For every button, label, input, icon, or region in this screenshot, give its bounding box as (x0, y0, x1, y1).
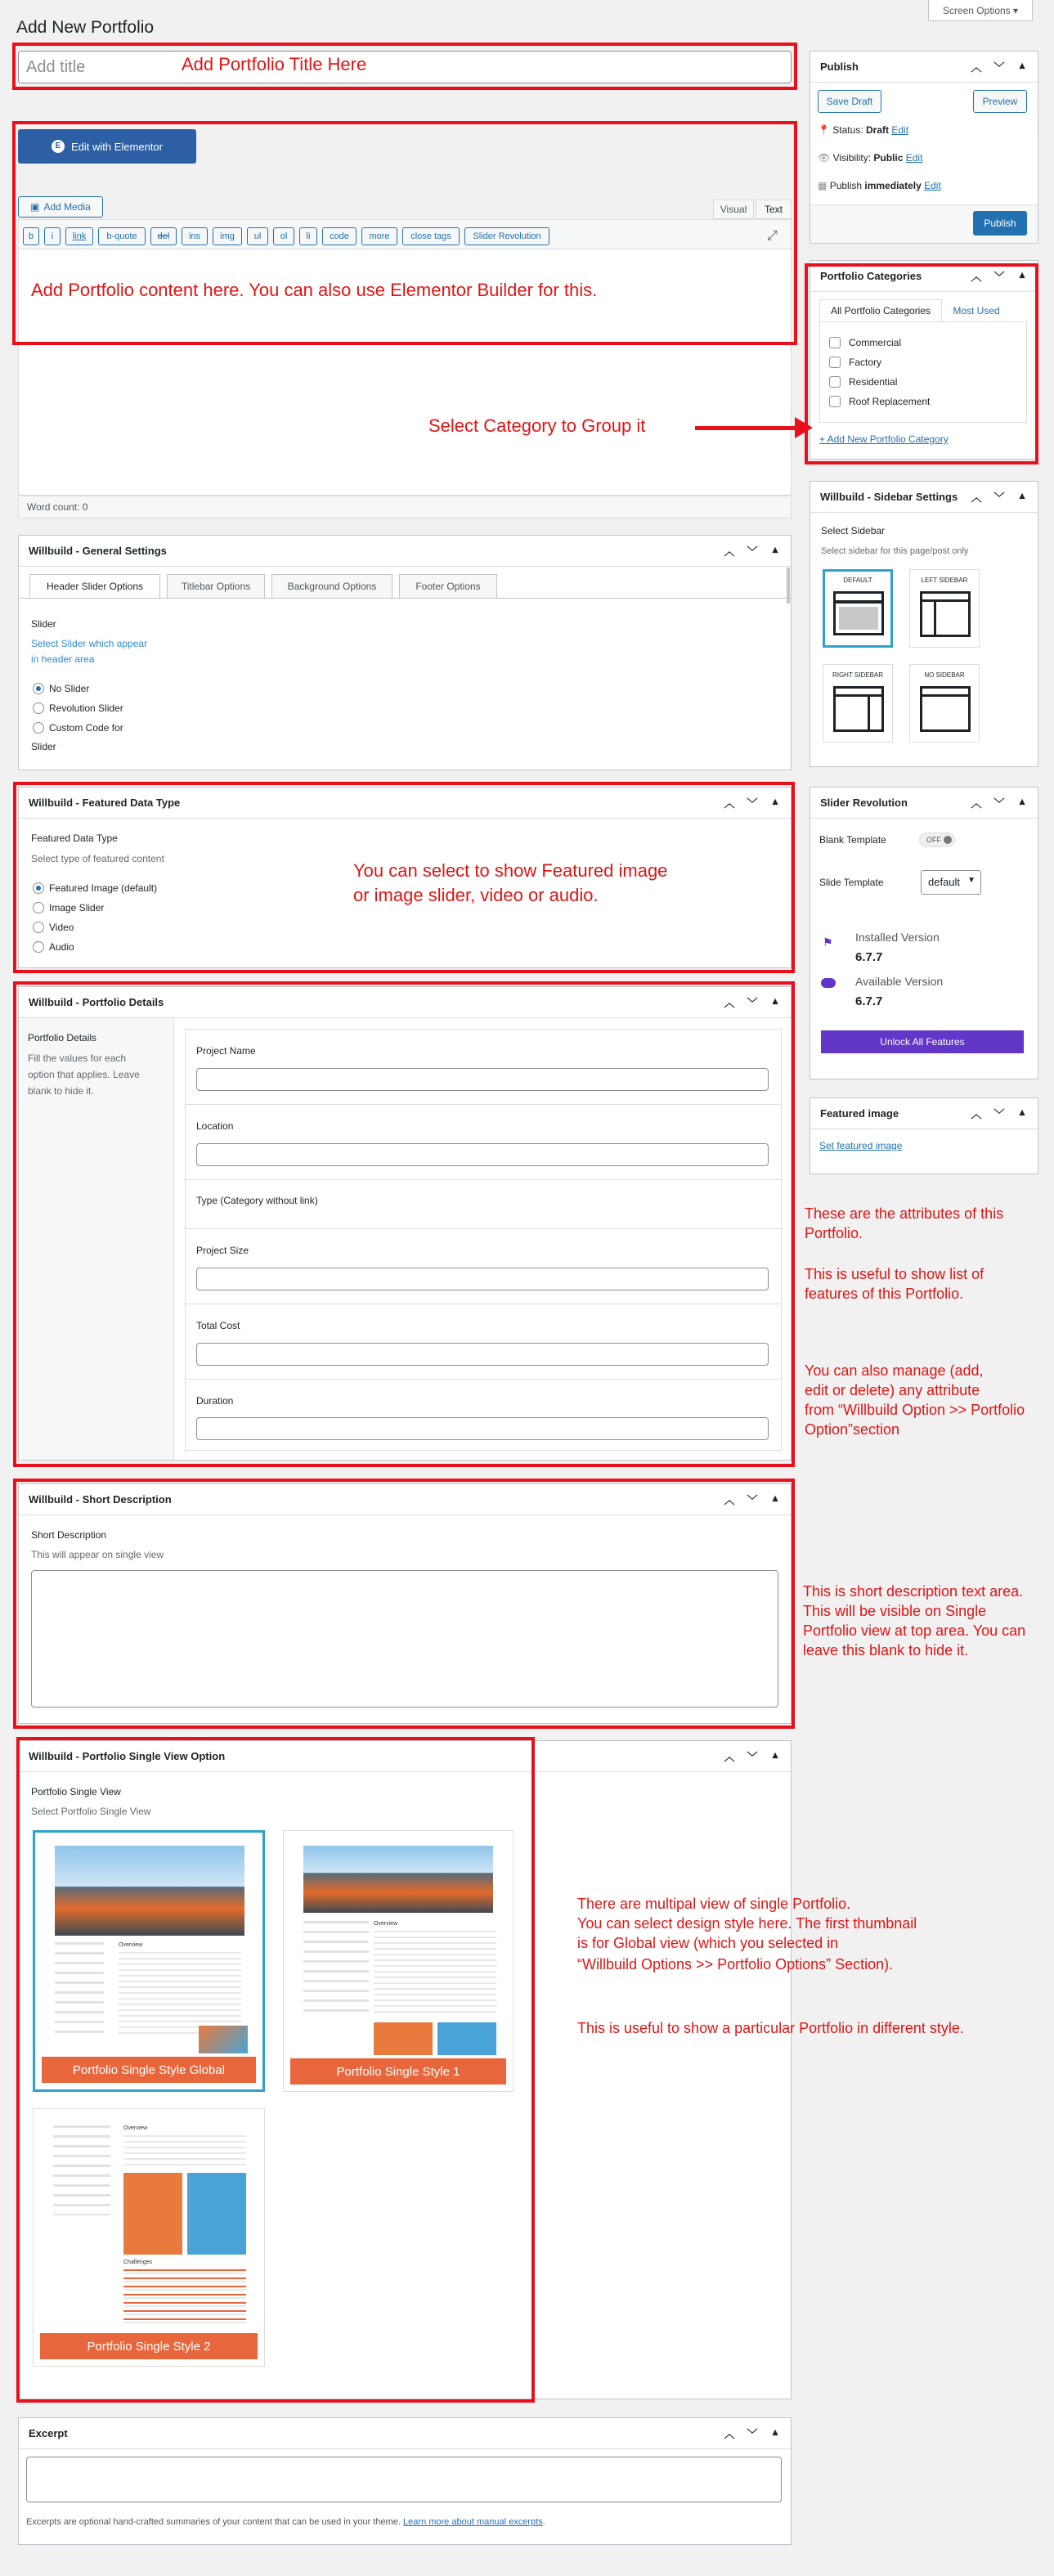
thumb-challenges: Challenges (123, 2260, 153, 2265)
details-side-label: Portfolio Details (28, 1032, 97, 1043)
box-controls[interactable]: ︿ ﹀ ▴ (971, 795, 1025, 810)
set-featured-image-link[interactable]: Set featured image (819, 1140, 903, 1151)
sidebar-option-default[interactable] (823, 569, 893, 648)
sidebar-settings-title: Willbuild - Sidebar Settings (820, 491, 958, 503)
cat-label-factory: Factory (849, 357, 882, 368)
annotation-attr-6: edit or delete) any attribute (805, 1382, 980, 1398)
slider-desc-2: in header area (31, 653, 95, 665)
visibility-row (818, 152, 922, 164)
sidebar-option-none[interactable] (909, 664, 980, 743)
categories-tab-all[interactable]: All Portfolio Categories (819, 299, 942, 322)
publish-time-label: Publish (829, 180, 863, 191)
screen-options-button[interactable]: Screen Options ▾ (928, 0, 1033, 21)
featured-data-title: Willbuild - Featured Data Type (29, 797, 181, 809)
visibility-value: Public (873, 152, 904, 164)
scroll-edge (787, 568, 790, 604)
elementor-button-label: Edit with Elementor (71, 140, 163, 153)
publish-time-edit-link[interactable]: Edit (924, 180, 941, 191)
field-duration-label: Duration (196, 1395, 234, 1407)
slide-template-value: default (928, 876, 961, 888)
title-placeholder: Add title (26, 58, 86, 76)
details-side-desc-3: blank to hide it. (28, 1085, 94, 1097)
short-highlight (13, 1479, 795, 1729)
short-description-label: Short Description (31, 1529, 107, 1541)
radio-revolution-slider[interactable] (33, 702, 44, 714)
installed-value: 6.7.7 (855, 950, 883, 964)
visibility-edit-link[interactable]: Edit (905, 152, 923, 164)
qt-slider-revolution[interactable]: Slider Revolution (464, 227, 549, 245)
annotation-featured-2: or image slider, video or audio. (353, 885, 599, 905)
short-description-desc: This will appear on single view (31, 1549, 164, 1560)
excerpt-help-link[interactable]: Learn more about manual excerpts (403, 2517, 543, 2527)
unlock-features-button[interactable]: Unlock All Features (821, 1030, 1024, 1053)
single-view-desc: Select Portfolio Single View (31, 1806, 151, 1817)
qt-code[interactable]: code (322, 227, 357, 245)
sidebar-option-default-label: DEFAULT (843, 577, 872, 584)
box-controls[interactable]: ︿ ﹀ ▴ (724, 795, 778, 810)
annotation-attr-2: Portfolio. (805, 1225, 863, 1241)
annotation-single-3: is for Global view (which you selected in (577, 1935, 839, 1951)
radio-featured-image-label: Featured Image (default) (49, 882, 158, 894)
add-category-link[interactable]: + Add New Portfolio Category (819, 433, 949, 445)
field-type-label: Type (Category without link) (196, 1195, 318, 1206)
single-view-title: Willbuild - Portfolio Single View Option (29, 1750, 226, 1762)
annotation-single-2: You can select design style here. The first thumbnail (577, 1915, 917, 1932)
field-project-size-label: Project Size (196, 1245, 249, 1256)
qt-b[interactable]: b (23, 227, 39, 245)
annotation-attr-5: You can also manage (add, (805, 1362, 984, 1379)
categories-highlight (805, 263, 1038, 464)
excerpt-help: Excerpts are optional hand-crafted summaries of your content that can be used in your theme. Learn more about manual excerpts. (26, 2517, 545, 2527)
qt-i[interactable]: i (44, 227, 61, 245)
layout-default-icon (833, 591, 884, 635)
annotation-single-4: “Willbuild Options >> Portfolio Options” Section). (577, 1956, 894, 1972)
visibility-label: Visibility: (832, 152, 872, 164)
details-side-desc-2: option that applies. Leave (28, 1069, 140, 1080)
box-controls[interactable]: ︿ ﹀ ▴ (724, 1492, 778, 1506)
style-1-label: Portfolio Single Style 1 (290, 2058, 506, 2085)
featured-image-title: Featured image (820, 1107, 899, 1120)
annotation-single-5: This is useful to show a particular Portfolio in different style. (577, 2020, 964, 2036)
annotation-short-1: This is short description text area. (803, 1583, 1024, 1600)
status-value: Draft (866, 124, 890, 136)
box-controls[interactable]: ︿ ﹀ ▴ (724, 2426, 778, 2440)
tab-header-slider[interactable]: Header Slider Options (29, 574, 160, 599)
annotation-attr-4: features of this Portfolio. (805, 1286, 964, 1302)
sidebar-option-none-label: NO SIDEBAR (924, 671, 965, 679)
installed-label: Installed Version (855, 931, 940, 944)
slider-desc-1: Select Slider which appear (31, 638, 148, 649)
tab-titlebar[interactable]: Titlebar Options (167, 574, 265, 599)
sidebar-desc: Select sidebar for this page/post only (821, 546, 969, 556)
excerpt-help-text: Excerpts are optional hand-crafted summaries of your content that can be used in your theme. (26, 2517, 401, 2527)
radio-custom-code[interactable] (33, 722, 44, 734)
annotation-arrow-head (795, 417, 813, 438)
radio-video-label: Video (49, 922, 74, 933)
single-highlight (16, 1737, 535, 2403)
annotation-short-2: This will be visible on Single (803, 1603, 987, 1619)
qt-ol[interactable]: ol (273, 227, 294, 245)
sidebar-option-right[interactable] (823, 664, 893, 743)
blank-template-toggle-label: OFF (926, 836, 941, 844)
details-highlight (13, 981, 795, 1467)
annotation-attr-8: Option”section (805, 1421, 900, 1438)
general-settings-title: Willbuild - General Settings (29, 545, 167, 557)
add-media-label: Add Media (43, 201, 91, 213)
field-total-cost-label: Total Cost (196, 1320, 240, 1331)
tab-visual[interactable]: Visual (713, 200, 754, 219)
qt-li[interactable]: li (299, 227, 317, 245)
layout-none-icon (920, 686, 971, 732)
qt-ins[interactable]: ins (182, 227, 208, 245)
eye-icon: 👁 (818, 152, 831, 164)
categories-tab-most[interactable]: Most Used (953, 305, 1000, 316)
radio-audio-label: Audio (49, 941, 74, 953)
save-draft-button[interactable]: Save Draft (818, 90, 881, 113)
sidebar-option-right-label: RIGHT SIDEBAR (832, 671, 884, 679)
tab-text[interactable]: Text (756, 200, 792, 219)
publish-button[interactable]: Publish (973, 211, 1027, 236)
radio-revolution-slider-label: Revolution Slider (49, 702, 123, 714)
qt-close-tags[interactable]: close tags (402, 227, 460, 245)
blank-template-toggle[interactable] (919, 832, 955, 847)
annotation-short-3: Portfolio view at top area. You can (803, 1622, 1026, 1639)
status-label: Status: (832, 124, 863, 136)
annotation-arrow-line (695, 426, 801, 430)
qt-more[interactable]: more (361, 227, 397, 245)
status-edit-link[interactable]: Edit (891, 124, 909, 136)
radio-custom-code-label: Custom Code for (49, 722, 123, 734)
qt-bquote[interactable]: b-quote (98, 227, 146, 245)
cloud-icon (821, 978, 836, 988)
available-value: 6.7.7 (855, 994, 883, 1008)
annotation-category: Select Category to Group it (428, 415, 646, 436)
blank-template-label: Blank Template (819, 834, 886, 846)
box-controls[interactable]: ︿ ﹀ ▴ (971, 268, 1025, 283)
box-controls[interactable]: ︿ ﹀ ▴ (724, 1748, 778, 1763)
excerpt-title: Excerpt (29, 2427, 68, 2439)
radio-custom-code-label-cont: Slider (31, 741, 56, 752)
sidebar-option-left[interactable] (909, 569, 980, 648)
publish-time-value: immediately (864, 180, 922, 191)
single-view-label: Portfolio Single View (31, 1786, 121, 1797)
flag-icon: ⚑ (823, 936, 833, 949)
tab-background[interactable]: Background Options (271, 574, 392, 599)
tab-footer[interactable]: Footer Options (399, 574, 497, 599)
box-controls[interactable]: ︿ ﹀ ▴ (724, 543, 778, 558)
toggle-knob (944, 836, 952, 844)
box-controls[interactable]: ︿ ﹀ ▴ (971, 1106, 1025, 1120)
title-highlight (12, 43, 797, 90)
elementor-icon: E (52, 140, 65, 153)
tabs-divider (19, 598, 791, 599)
short-description-title: Willbuild - Short Description (29, 1493, 172, 1506)
fullscreen-icon[interactable]: ⤢ (767, 229, 778, 243)
categories-title: Portfolio Categories (820, 270, 922, 282)
content-highlight (12, 121, 797, 345)
calendar-icon: ▦ (818, 180, 828, 191)
sidebar-label: Select Sidebar (821, 525, 886, 536)
publish-title: Publish (820, 61, 859, 73)
cat-label-roof: Roof Replacement (849, 396, 931, 407)
box-controls[interactable]: ︿ ﹀ ▴ (971, 59, 1025, 74)
slide-template-select[interactable] (921, 870, 981, 895)
radio-no-slider-label: No Slider (49, 683, 90, 694)
layout-left-icon (920, 591, 971, 637)
qt-del[interactable]: del (150, 227, 177, 245)
sidebar-option-left-label: LEFT SIDEBAR (921, 577, 968, 584)
box-controls[interactable]: ︿ ﹀ ▴ (724, 994, 778, 1009)
field-project-name-label: Project Name (196, 1045, 256, 1057)
chevron-down-icon: ▼ (967, 876, 976, 885)
qt-img[interactable]: img (213, 227, 242, 245)
thumb-overview: Overview (123, 2125, 148, 2131)
thumb-overview: Overview (119, 1942, 143, 1948)
annotation-title: Add Portfolio Title Here (182, 54, 367, 74)
pin-icon: 📍 (818, 124, 830, 136)
excerpt-textarea[interactable] (26, 2457, 782, 2502)
annotation-featured-1: You can select to show Featured image (353, 860, 668, 881)
featured-desc: Select type of featured content (31, 853, 164, 864)
page-title: Add New Portfolio (16, 18, 155, 37)
publish-time-row (818, 180, 941, 191)
thumb-overview: Overview (374, 1921, 398, 1927)
portfolio-details-title: Willbuild - Portfolio Details (29, 996, 164, 1008)
preview-button[interactable]: Preview (973, 90, 1027, 113)
slider-revolution-title: Slider Revolution (820, 797, 908, 809)
general-settings-box (18, 535, 792, 770)
annotation-attr-1: These are the attributes of this (805, 1205, 1004, 1222)
annotation-attr-3: This is useful to show list of (805, 1266, 984, 1282)
cat-label-residential: Residential (849, 376, 898, 388)
slider-label: Slider (31, 618, 56, 630)
annotation-content: Add Portfolio content here. You can also use Elementor Builder for this. (31, 280, 598, 300)
slide-template-label: Slide Template (819, 877, 884, 888)
cat-label-commercial: Commercial (849, 337, 902, 348)
available-label: Available Version (855, 975, 944, 988)
radio-no-slider[interactable] (33, 683, 44, 694)
annotation-attr-7: from “Willbuild Option >> Portfolio (805, 1402, 1025, 1418)
details-side-desc-1: Fill the values for each (28, 1052, 127, 1064)
style-2-label: Portfolio Single Style 2 (40, 2333, 258, 2359)
media-icon: ▣ (30, 201, 40, 213)
qt-link[interactable]: link (65, 227, 93, 245)
field-location-label: Location (196, 1120, 234, 1132)
qt-ul[interactable]: ul (247, 227, 268, 245)
word-count: Word count: 0 (18, 496, 792, 518)
featured-label: Featured Data Type (31, 832, 118, 844)
box-controls[interactable]: ︿ ﹀ ▴ (971, 489, 1025, 504)
layout-right-icon (833, 686, 884, 732)
status-row (818, 124, 908, 136)
annotation-short-4: leave this blank to hide it. (803, 1642, 969, 1658)
radio-image-slider-label: Image Slider (49, 902, 105, 913)
featured-image-box (810, 1097, 1038, 1174)
style-global-label: Portfolio Single Style Global (42, 2057, 256, 2083)
annotation-single-1: There are multipal view of single Portfolio. (577, 1896, 851, 1912)
